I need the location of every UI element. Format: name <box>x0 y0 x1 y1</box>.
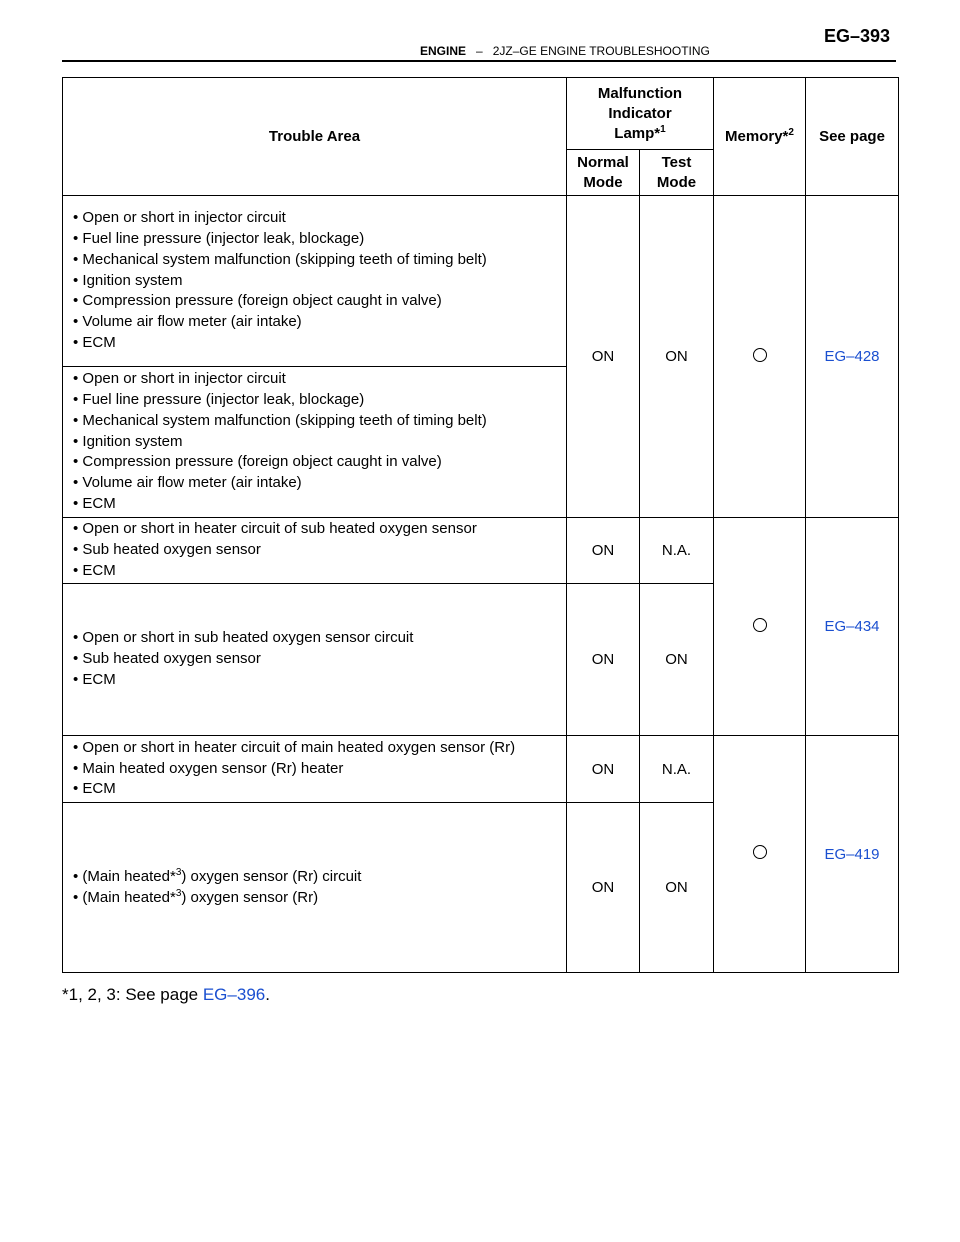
header-mil-footnote: 1 <box>660 123 666 135</box>
circle-icon <box>753 845 767 859</box>
trouble-item: • Open or short in heater circuit of sub heated oxygen sensor <box>73 520 477 538</box>
header-memory-label: Memory* <box>725 127 789 145</box>
see-page-cell <box>806 736 899 973</box>
see-page-link[interactable]: EG–428 <box>824 348 880 365</box>
dtc-table <box>62 77 899 973</box>
trouble-area-list <box>73 519 566 581</box>
trouble-item: • Mechanical system malfunction (skipping teeth of timing belt) <box>73 411 487 429</box>
trouble-area-list <box>73 738 566 800</box>
section-header <box>420 44 710 58</box>
trouble-item: • Volume air flow meter (air intake) <box>73 313 302 331</box>
trouble-item: • Ignition system <box>73 271 183 289</box>
trouble-item: • Sub heated oxygen sensor <box>73 650 261 668</box>
footnote-text: *1, 2, 3: See page <box>62 985 203 1004</box>
page-number: EG–393 <box>823 26 890 46</box>
trouble-item: • (Main heated*$^3$) oxygen sensor (Rr) <box>73 887 319 906</box>
header-divider <box>62 60 896 62</box>
trouble-item: • Open or short in sub heated oxygen sensor circuit <box>73 629 414 647</box>
test-mode-cell: ON <box>640 584 714 736</box>
header-separator: – <box>476 44 483 58</box>
trouble-area-cell <box>63 803 567 973</box>
trouble-item: • (Main heated*$^3$) oxygen sensor (Rr) circuit <box>73 866 362 885</box>
see-page-cell <box>806 518 899 736</box>
trouble-area-cell <box>63 518 567 584</box>
normal-mode-cell: ON <box>567 803 640 973</box>
trouble-item: • Main heated oxygen sensor (Rr) heater <box>73 759 344 777</box>
trouble-item: • Mechanical system malfunction (skipping teeth of timing belt) <box>73 250 487 268</box>
normal-mode-cell: ON <box>567 584 640 736</box>
trouble-area-cell <box>63 367 567 518</box>
circle-icon <box>753 348 767 362</box>
memory-cell <box>714 196 806 518</box>
trouble-area-list <box>73 208 566 354</box>
memory-cell <box>714 736 806 973</box>
header-test-mode <box>640 150 714 196</box>
header-mil <box>567 78 714 150</box>
header-see-page: See page <box>806 78 899 196</box>
see-page-link[interactable]: EG–419 <box>824 845 880 863</box>
see-page-cell <box>806 196 899 518</box>
trouble-area-list <box>73 369 566 515</box>
trouble-item: • Fuel line pressure (injector leak, blockage) <box>73 391 365 408</box>
header-memory-footnote: 2 <box>788 126 794 138</box>
trouble-item: • ECM <box>73 333 116 351</box>
trouble-item: • Fuel line pressure (injector leak, blockage) <box>73 230 365 247</box>
trouble-item: • Compression pressure (foreign object caught in valve) <box>73 453 442 471</box>
header-normal-mode-label: Normal Mode <box>577 153 629 191</box>
normal-mode-cell: ON <box>567 736 640 803</box>
normal-mode-cell: ON <box>567 518 640 584</box>
trouble-area-list <box>73 867 566 909</box>
test-mode-cell: ON <box>640 803 714 973</box>
see-page-link[interactable]: EG–434 <box>824 618 880 635</box>
trouble-area-cell <box>63 736 567 803</box>
circle-icon <box>753 618 767 632</box>
header-memory <box>714 78 806 196</box>
trouble-item: • ECM <box>73 561 116 579</box>
test-mode-cell: ON <box>640 196 714 518</box>
trouble-item: • ECM <box>73 780 116 798</box>
footnote-link[interactable]: EG–396 <box>202 985 266 1004</box>
trouble-item: • Open or short in injector circuit <box>73 370 286 388</box>
trouble-item: • Open or short in injector circuit <box>73 209 286 227</box>
header-test-mode-label: Test Mode <box>656 153 697 191</box>
memory-cell <box>714 518 806 736</box>
header-trouble-area: Trouble Area <box>63 78 567 196</box>
section-title: ENGINE <box>420 44 467 58</box>
header-mil-label: Malfunction Indicator Lamp* <box>597 84 683 142</box>
trouble-area-cell <box>63 196 567 367</box>
trouble-item: • ECM <box>73 670 116 688</box>
test-mode-cell: N.A. <box>640 736 714 803</box>
footnote <box>62 985 270 1005</box>
normal-mode-cell: ON <box>567 196 640 518</box>
test-mode-cell: N.A. <box>640 518 714 584</box>
trouble-item: • Ignition system <box>73 432 183 450</box>
trouble-area-cell <box>63 584 567 736</box>
footnote-end: . <box>265 985 270 1004</box>
header-normal-mode <box>567 150 640 196</box>
trouble-item: • Open or short in heater circuit of main heated oxygen sensor (Rr) <box>73 738 516 756</box>
trouble-item: • Sub heated oxygen sensor <box>73 541 261 559</box>
subsection-title: 2JZ–GE ENGINE TROUBLESHOOTING <box>492 44 710 58</box>
trouble-item: • Volume air flow meter (air intake) <box>73 474 302 492</box>
trouble-item: • ECM <box>73 494 116 512</box>
trouble-area-list <box>73 628 566 690</box>
trouble-item: • Compression pressure (foreign object caught in valve) <box>73 292 442 310</box>
